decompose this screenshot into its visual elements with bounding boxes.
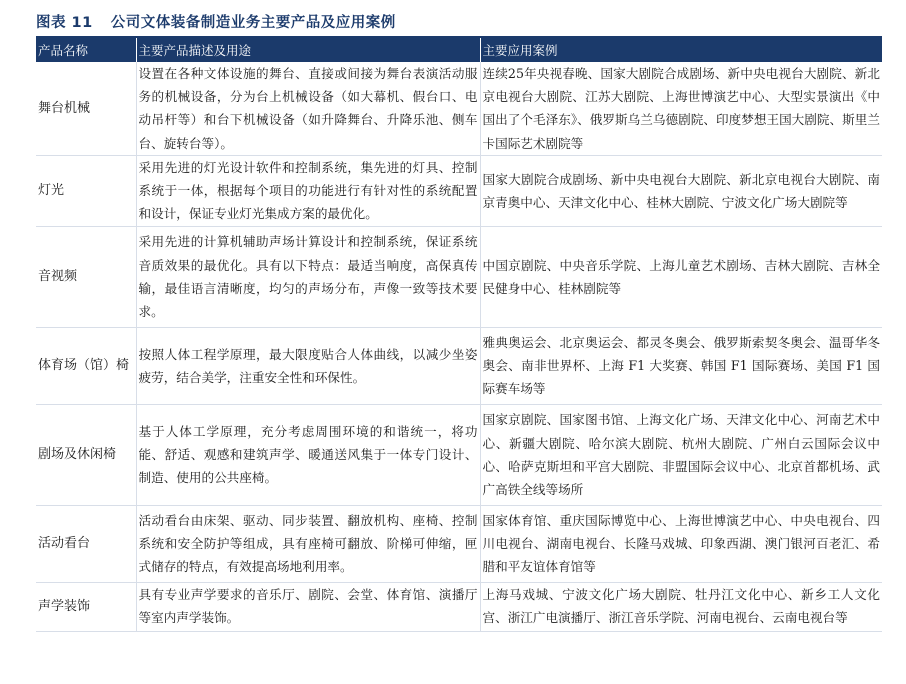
product-cases-cell: 上海马戏城、宁波文化广场大剧院、牡丹江文化中心、新乡工人文化宫、浙江广电演播厅、浙江音乐学院、河南电视台、云南电视台等 (480, 582, 882, 631)
product-desc-cell: 活动看台由床架、驱动、同步装置、翻放机构、座椅、控制系统和安全防护等组成，具有座椅可翻放、阶梯可伸缩，匣式储存的特点，有效提高场地利用率。 (136, 505, 480, 582)
figure-title (36, 10, 882, 38)
product-desc-cell: 采用先进的计算机辅助声场计算设计和控制系统，保证系统音质效果的最优化。具有以下特点：最适当响度，高保真传输，最佳语言清晰度，均匀的声场分布，声像一致等技术要求。 (136, 226, 480, 327)
product-cases-cell: 连续25年央视春晚、国家大剧院合成剧场、新中央电视台大剧院、新北京电视台大剧院、江苏大剧院、上海世博演艺中心、大型实景演出《中国出了个毛泽东》、俄罗斯乌兰乌德剧院、印度梦想王国大剧院、斯里兰卡国际艺术剧院等 (480, 62, 882, 155)
product-desc-cell: 设置在各种文体设施的舞台、直接或间接为舞台表演活动服务的机械设备，分为台上机械设备（如大幕机、假台口、电动吊杆等）和台下机械设备（如升降舞台、升降乐池、侧车台、旋转台等）。 (136, 62, 480, 155)
product-name-cell: 体育场（馆）椅 (36, 327, 136, 404)
product-cases-cell: 国家京剧院、国家图书馆、上海文化广场、天津文化中心、河南艺术中心、新疆大剧院、哈尔滨大剧院、杭州大剧院、广州白云国际会议中心、哈萨克斯坦和平宫大剧院、非盟国际会议中心、北京首都机场、武广高铁全线等场所 (480, 404, 882, 505)
header-cases: 主要应用案例 (480, 38, 882, 62)
product-cases-cell: 雅典奥运会、北京奥运会、都灵冬奥会、俄罗斯索契冬奥会、温哥华冬奥会、南非世界杯、上海 F1 大奖赛、韩国 F1 国际赛场、美国 F1 国际赛车场等 (480, 327, 882, 404)
header-description: 主要产品描述及用途 (136, 38, 480, 62)
top-cut-margin (36, 0, 882, 10)
product-name-cell: 舞台机械 (36, 62, 136, 155)
table-header-row (36, 38, 882, 62)
product-desc-cell: 具有专业声学要求的音乐厅、剧院、会堂、体育馆、演播厅等室内声学装饰。 (136, 582, 480, 631)
table-row (36, 226, 882, 327)
product-table (36, 38, 882, 632)
table-row (36, 327, 882, 404)
figure-number: 图表 11 (36, 15, 93, 31)
product-name-cell: 剧场及休闲椅 (36, 404, 136, 505)
product-cases-cell: 国家体育馆、重庆国际博览中心、上海世博演艺中心、中央电视台、四川电视台、湖南电视台、长隆马戏城、印象西湖、澳门银河百老汇、希腊和平友谊体育馆等 (480, 505, 882, 582)
product-desc-cell: 采用先进的灯光设计软件和控制系统，集先进的灯具、控制系统于一体，根据每个项目的功能进行有针对性的系统配置和设计，保证专业灯光集成方案的最优化。 (136, 155, 480, 226)
table-row (36, 505, 882, 582)
table-row (36, 582, 882, 631)
product-name-cell: 声学装饰 (36, 582, 136, 631)
product-cases-cell: 国家大剧院合成剧场、新中央电视台大剧院、新北京电视台大剧院、南京青奥中心、天津文化中心、桂林大剧院、宁波文化广场大剧院等 (480, 155, 882, 226)
product-desc-cell: 按照人体工程学原理，最大限度贴合人体曲线，以减少坐姿疲劳，结合美学，注重安全性和环保性。 (136, 327, 480, 404)
product-name-cell: 活动看台 (36, 505, 136, 582)
product-name-cell: 灯光 (36, 155, 136, 226)
table-row (36, 62, 882, 155)
header-product-name: 产品名称 (36, 38, 136, 62)
product-cases-cell: 中国京剧院、中央音乐学院、上海儿童艺术剧场、吉林大剧院、吉林全民健身中心、桂林剧院等 (480, 226, 882, 327)
table-row (36, 155, 882, 226)
figure-caption: 公司文体装备制造业务主要产品及应用案例 (110, 15, 396, 31)
product-name-cell: 音视频 (36, 226, 136, 327)
product-desc-cell: 基于人体工学原理，充分考虑周围环境的和谐统一，将功能、舒适、观感和建筑声学、暖通送风集于一体专门设计、制造、使用的公共座椅。 (136, 404, 480, 505)
document-page (36, 0, 882, 684)
table-row (36, 404, 882, 505)
